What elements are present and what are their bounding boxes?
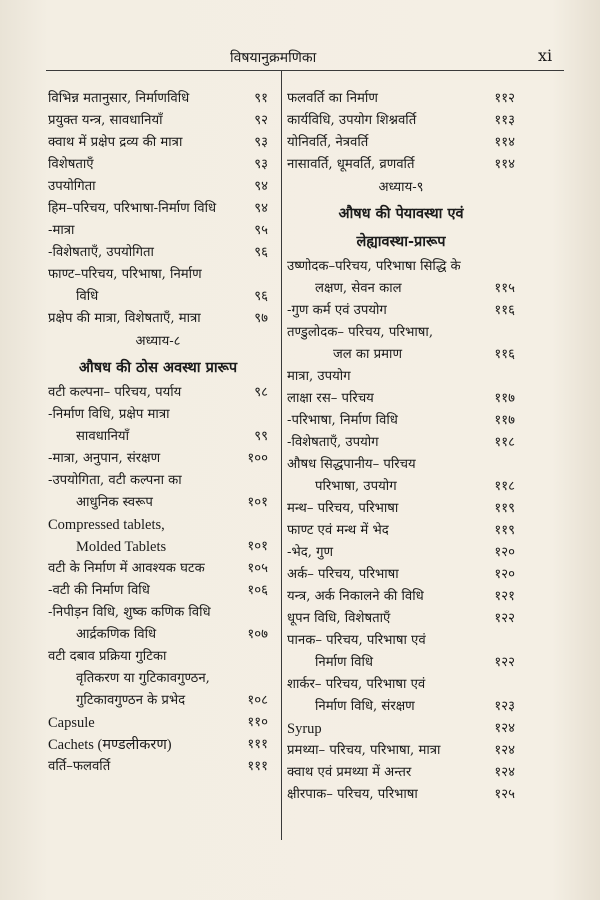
entry-text: उपयोगिता	[48, 179, 96, 194]
entry-text: तण्डुलोदक– परिचय, परिभाषा,	[287, 325, 434, 340]
toc-entry	[48, 712, 268, 734]
page-header	[0, 44, 600, 70]
entry-page: ११०	[247, 715, 268, 730]
entry-page: ११५	[494, 281, 515, 296]
toc-entry	[287, 762, 515, 784]
entry-text: लाक्षा रस– परिचय	[287, 391, 374, 406]
toc-entry	[287, 586, 515, 608]
entry-text: आर्द्रकणिक विधि	[76, 627, 157, 642]
entry-text: विधि	[76, 289, 99, 304]
entry-page: १०१	[247, 495, 268, 510]
entry-page: ९५	[254, 223, 268, 238]
entry-text: सावधानियाँ	[76, 429, 129, 444]
entry-text: यन्त्र, अर्क निकालने की विधि	[287, 589, 424, 604]
entry-page: ११७	[494, 391, 515, 406]
entry-text: वटी दबाव प्रक्रिया गुटिका	[48, 649, 167, 664]
toc-entry	[48, 264, 268, 286]
toc-entry	[287, 740, 515, 762]
entry-page: ११९	[494, 501, 515, 516]
entry-text: कार्यविधि, उपयोग शिश्नवर्ति	[287, 113, 417, 128]
entry-page: ९७	[254, 311, 268, 326]
entry-text: विभिन्न मतानुसार, निर्माणविधि	[48, 91, 190, 106]
column-divider	[281, 70, 282, 840]
toc-entry	[287, 432, 515, 454]
entry-text: प्रयुक्त यन्त्र, सावधानियाँ	[48, 113, 163, 128]
running-title: विषयानुक्रमणिका	[230, 50, 317, 66]
entry-page: ९६	[254, 245, 268, 260]
entry-text: धूपन विधि, विशेषताएँ	[287, 611, 391, 626]
entry-page: १०७	[247, 627, 268, 642]
entry-page: ९३	[254, 135, 268, 150]
entry-page: ११४	[494, 157, 515, 172]
entry-page: १२३	[494, 699, 515, 714]
entry-text: फलवर्ति का निर्माण	[287, 91, 378, 106]
chapter-heading: अध्याय-८	[135, 334, 181, 349]
toc-entry	[48, 132, 268, 154]
toc-entry	[48, 382, 268, 404]
entry-page: ९१	[254, 91, 268, 106]
entry-page: ९४	[254, 201, 268, 216]
entry-text: मात्रा, उपयोग	[287, 369, 351, 384]
chapter-heading: अध्याय-९	[378, 180, 424, 195]
toc-entry	[48, 536, 268, 558]
toc-entry	[287, 278, 515, 300]
entry-text: -निपीड़न विधि, शुष्क कणिक विधि	[48, 605, 211, 620]
entry-page: १२०	[494, 567, 515, 582]
toc-entry	[287, 520, 515, 542]
entry-text: वटी के निर्माण में आवश्यक घटक	[48, 561, 205, 576]
entry-page: ११६	[494, 347, 515, 362]
toc-entry	[48, 690, 268, 712]
entry-page: १२४	[494, 743, 515, 758]
section-heading: औषध की पेयावस्था एवं	[338, 205, 464, 222]
toc-entry	[48, 602, 268, 624]
entry-page: १००	[247, 451, 268, 466]
entry-text: -विशेषताएँ, उपयोग	[287, 435, 379, 450]
entry-page: ११२	[494, 91, 515, 106]
entry-text: फाण्ट–परिचय, परिभाषा, निर्माण	[48, 267, 202, 282]
toc-entry	[287, 88, 515, 110]
entry-page: ११७	[494, 413, 515, 428]
toc-entry	[287, 344, 515, 366]
entry-text: निर्माण विधि, संरक्षण	[315, 699, 415, 714]
entry-page: ११४	[494, 135, 515, 150]
entry-text: शार्कर– परिचय, परिभाषा एवं	[287, 677, 426, 692]
toc-entry	[48, 154, 268, 176]
entry-page: १२४	[494, 721, 515, 736]
toc-entry	[48, 646, 268, 668]
entry-page: १०५	[247, 561, 268, 576]
entry-text: वटी कल्पना– परिचय, पर्याय	[48, 385, 182, 400]
entry-text: विशेषताएँ	[48, 157, 94, 172]
entry-text: प्रमथ्या– परिचय, परिभाषा, मात्रा	[287, 743, 441, 758]
toc-entry	[287, 718, 515, 740]
entry-text: गुटिकावगुण्ठन के प्रभेद	[76, 693, 186, 708]
toc-entry	[287, 784, 515, 806]
toc-entry	[287, 322, 515, 344]
toc-entry	[287, 388, 515, 410]
entry-text: -भेद, गुण	[287, 545, 334, 560]
entry-text: वृतिकरण या गुटिकावगुण्ठन,	[76, 671, 210, 686]
entry-text: हिम–परिचय, परिभाषा-निर्माण विधि	[48, 201, 217, 216]
section-heading-continued: लेह्यावस्था-प्रारूप	[356, 233, 446, 250]
entry-page: ९४	[254, 179, 268, 194]
entry-page: १२५	[494, 787, 515, 802]
toc-entry	[287, 132, 515, 154]
toc-entry	[48, 404, 268, 426]
entry-text: Capsule	[48, 715, 95, 731]
entry-page: १२२	[494, 611, 515, 626]
entry-page: ११९	[494, 523, 515, 538]
toc-entry	[287, 542, 515, 564]
entry-page: ११६	[494, 303, 515, 318]
toc-entry	[48, 426, 268, 448]
entry-text: अर्क– परिचय, परिभाषा	[287, 567, 399, 582]
entry-page: १०८	[247, 693, 268, 708]
entry-text: -विशेषताएँ, उपयोगिता	[48, 245, 154, 260]
page-number: xi	[538, 46, 553, 65]
entry-page: १०६	[247, 583, 268, 598]
entry-page: १२१	[494, 589, 515, 604]
entry-text: Cachets (मण्डलीकरण)	[48, 737, 172, 753]
toc-entry	[48, 580, 268, 602]
entry-text: प्रक्षेप की मात्रा, विशेषताएँ, मात्रा	[48, 311, 201, 326]
entry-page: ९९	[254, 429, 268, 444]
entry-page: ११८	[494, 435, 515, 450]
entry-text: -उपयोगिता, वटी कल्पना का	[48, 473, 182, 488]
entry-text: जल का प्रमाण	[333, 347, 402, 362]
toc-entry	[287, 256, 515, 278]
toc-entry	[287, 652, 515, 674]
entry-page: १११	[247, 737, 268, 752]
toc-entry	[48, 110, 268, 132]
entry-text: क्वाथ में प्रक्षेप द्रव्य की मात्रा	[48, 135, 183, 150]
entry-text: फाण्ट एवं मन्थ में भेद	[287, 523, 389, 538]
toc-entry	[48, 448, 268, 470]
toc-entry	[287, 454, 515, 476]
toc-entry	[287, 696, 515, 718]
entry-page: ९६	[254, 289, 268, 304]
entry-text: -परिभाषा, निर्माण विधि	[287, 413, 398, 428]
entry-text: नासावर्ति, धूमवर्ति, व्रणवर्ति	[287, 157, 415, 172]
entry-text: -गुण कर्म एवं उपयोग	[287, 303, 387, 318]
toc-entry	[48, 558, 268, 580]
entry-text: क्वाथ एवं प्रमथ्या में अन्तर	[287, 765, 412, 780]
toc-entry	[287, 476, 515, 498]
toc-entry	[48, 492, 268, 514]
entry-text: उष्णोदक–परिचय, परिभाषा सिद्धि के	[287, 259, 461, 274]
entry-text: योनिवर्ति, नेत्रवर्ति	[287, 135, 369, 150]
entry-text: क्षीरपाक– परिचय, परिभाषा	[287, 787, 418, 802]
entry-text: -मात्रा	[48, 223, 75, 238]
toc-entry	[48, 734, 268, 756]
toc-left-column	[48, 88, 268, 778]
entry-page: ११८	[494, 479, 515, 494]
entry-text: वर्ति–फलवर्ति	[48, 759, 111, 774]
toc-entry	[48, 176, 268, 198]
entry-page: १२४	[494, 765, 515, 780]
entry-text: परिभाषा, उपयोग	[315, 479, 397, 494]
toc-entry	[48, 756, 268, 778]
toc-entry	[287, 630, 515, 652]
toc-entry	[48, 286, 268, 308]
entry-page: १२२	[494, 655, 515, 670]
toc-entry	[287, 674, 515, 696]
entry-page: ९८	[254, 385, 268, 400]
entry-text: लक्षण, सेवन काल	[315, 281, 402, 296]
entry-page: १२०	[494, 545, 515, 560]
toc-entry	[287, 410, 515, 432]
header-rule	[46, 70, 564, 71]
toc-entry	[48, 668, 268, 690]
toc-entry	[287, 300, 515, 322]
toc-entry	[48, 624, 268, 646]
entry-text: Syrup	[287, 721, 322, 737]
toc-entry	[287, 154, 515, 176]
toc-right-column	[287, 88, 515, 806]
toc-entry	[287, 608, 515, 630]
entry-text: -निर्माण विधि, प्रक्षेप मात्रा	[48, 407, 170, 422]
entry-page: ११३	[494, 113, 515, 128]
toc-entry	[48, 198, 268, 220]
entry-text: पानक– परिचय, परिभाषा एवं	[287, 633, 426, 648]
entry-text: आधुनिक स्वरूप	[76, 495, 153, 510]
toc-entry	[287, 564, 515, 586]
entry-page: १०१	[247, 539, 268, 554]
toc-entry	[48, 308, 268, 330]
entry-page: १११	[247, 759, 268, 774]
entry-text: मन्थ– परिचय, परिभाषा	[287, 501, 399, 516]
entry-text: -वटी की निर्माण विधि	[48, 583, 150, 598]
entry-text: Molded Tablets	[76, 539, 167, 555]
entry-text: निर्माण विधि	[315, 655, 374, 670]
entry-text: औषध सिद्धपानीय– परिचय	[287, 457, 416, 472]
section-heading: औषध की ठोस अवस्था प्रारूप	[78, 359, 238, 376]
toc-entry	[48, 242, 268, 264]
toc-entry	[48, 514, 268, 536]
toc-entry	[287, 110, 515, 132]
toc-entry	[48, 88, 268, 110]
toc-entry	[48, 220, 268, 242]
toc-entry	[287, 366, 515, 388]
entry-page: ९३	[254, 157, 268, 172]
entry-page: ९२	[254, 113, 268, 128]
entry-text: -मात्रा, अनुपान, संरक्षण	[48, 451, 161, 466]
entry-text: Compressed tablets,	[48, 517, 165, 533]
toc-entry	[48, 470, 268, 492]
toc-entry	[287, 498, 515, 520]
